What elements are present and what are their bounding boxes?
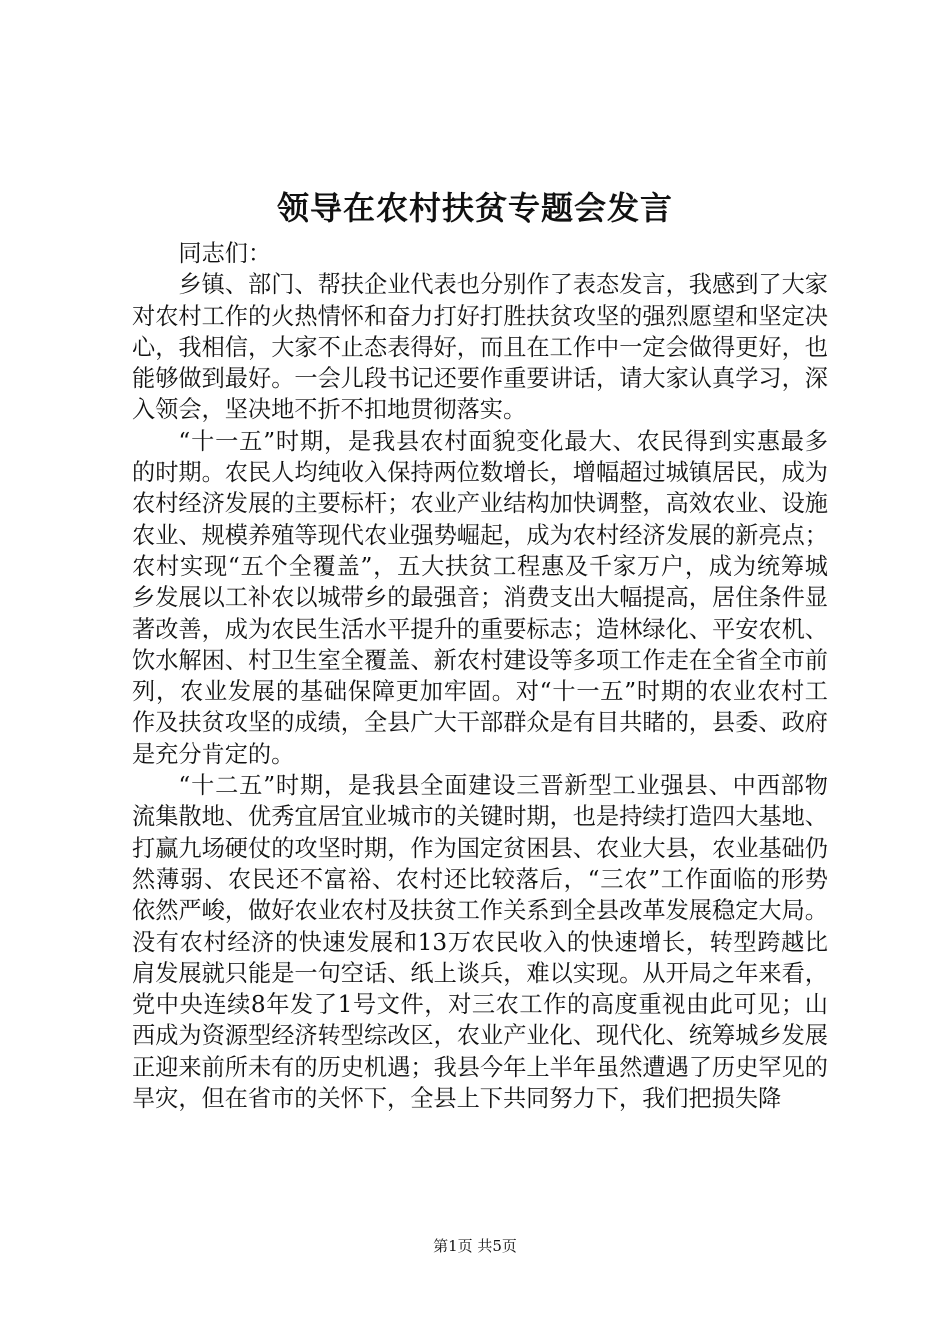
salutation: 同志们：	[178, 240, 272, 267]
paragraph-2: “十一五”时期，是我县农村面貌变化最大、农民得到实惠最多的时期。农民人均纯收入保持两位数增长，增幅超过城镇居民，成为农村经济发展的主要标杆；农业产业结构加快调整，高效农业、设施农业、规模养殖等现代农业强势崛起，成为农村经济发展的新亮点；农村实现“五个全覆盖”，五大扶贫工程惠及千家万户，成为统筹城乡发展以工补农以城带乡的最强音；消费支出大幅提高，居住条件显著改善，成为农民生活水平提升的重要标志；造林绿化、平安农机、饮水解困、村卫生室全覆盖、新农村建设等多项工作走在全省全市前列，农业发展的基础保障更加牢固。对“十一五”时期的农业农村工作及扶贫攻坚的成绩，全县广大干部群众是有目共睹的，县委、政府是充分肯定的。	[132, 427, 828, 768]
document-title: 领导在农村扶贫专题会发言	[276, 189, 673, 227]
paragraph-1: 乡镇、部门、帮扶企业代表也分别作了表态发言，我感到了大家对农村工作的火热情怀和奋力打好打胜扶贫攻坚的强烈愿望和坚定决心，我相信，大家不止态表得好，而且在工作中一定会做得更好，也能够做到最好。一会儿段书记还要作重要讲话，请大家认真学习，深入领会，坚决地不折不扣地贯彻落实。	[132, 271, 828, 424]
paragraph-3: “十二五”时期，是我县全面建设三晋新型工业强县、中西部物流集散地、优秀宜居宜业城市的关键时期，也是持续打造四大基地、打赢九场硬仗的攻坚时期，作为国定贫困县、农业大县，农业基础仍然薄弱、农民还不富裕、农村还比较落后，“三农”工作面临的形势依然严峻，做好农业农村及扶贫工作关系到全县改革发展稳定大局。没有农村经济的快速发展和13万农民收入的快速增长，转型跨越比肩发展就只能是一句空话、纸上谈兵，难以实现。从开局之年来看，党中央连续8年发了1号文件，对三农工作的高度重视由此可见；山西成为资源型经济转型综改区，农业产业化、现代化、统筹城乡发展正迎来前所未有的历史机遇；我县今年上半年虽然遭遇了历史罕见的旱灾，但在省市的关怀下，全县上下共同努力下，我们把损失降	[132, 772, 828, 1113]
document-body	[132, 238, 828, 1114]
page-number: 第1页 共5页	[433, 1237, 517, 1255]
